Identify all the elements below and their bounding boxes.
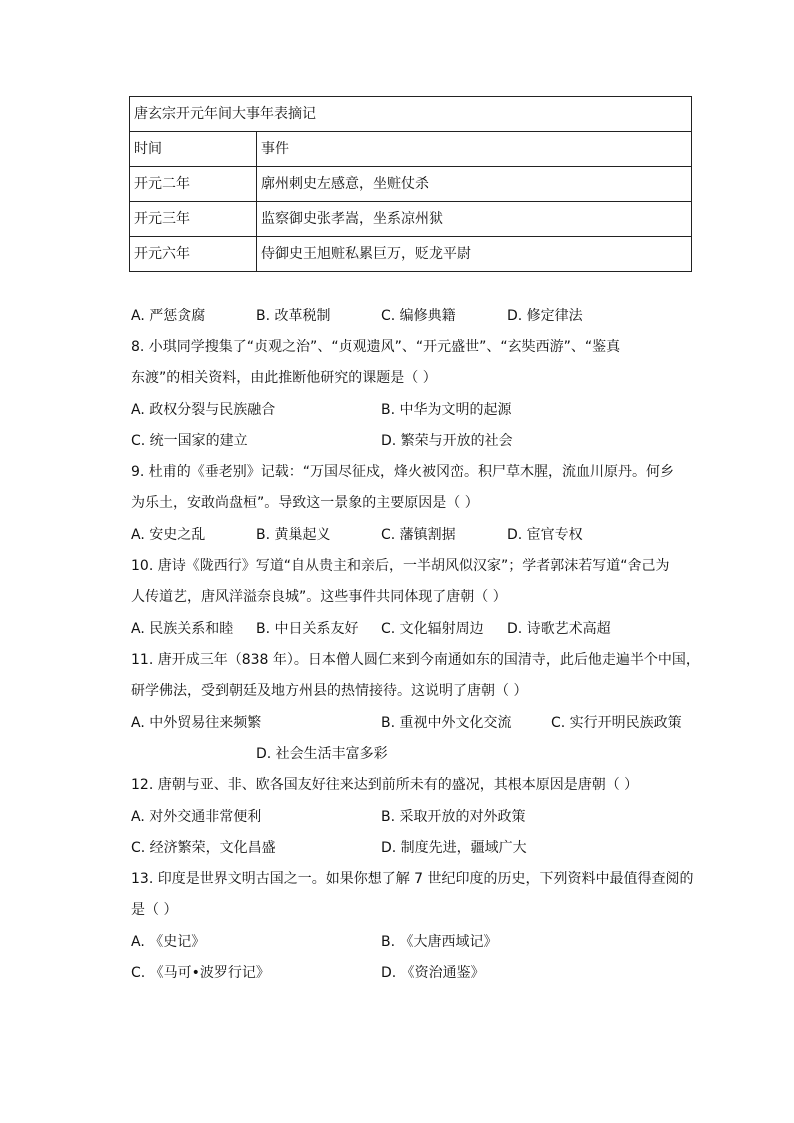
- q10-option-d[interactable]: D. 诗歌艺术高超: [507, 621, 611, 637]
- table-header-time: 时间: [130, 132, 257, 167]
- table-header-row: [130, 132, 692, 167]
- q9-option-c[interactable]: C. 藩镇割据: [381, 527, 456, 543]
- table-row: [130, 202, 692, 237]
- q9-option-d[interactable]: D. 宦官专权: [507, 527, 583, 543]
- q10-stem-line1: 10. 唐诗《陇西行》写道“自从贵主和亲后，一半胡风似汉家”；学者郭沫若写道“舍己为: [131, 558, 670, 574]
- q13-stem-line1: 13. 印度是世界文明古国之一。如果你想了解 7 世纪印度的历史，下列资料中最值得查阅的: [131, 871, 694, 887]
- q11-stem-line2: 研学佛法，受到朝廷及地方州县的热情接待。这说明了唐朝（ ）: [131, 683, 528, 699]
- q10-option-c[interactable]: C. 文化辐射周边: [381, 621, 484, 637]
- q7-option-a[interactable]: A. 严惩贪腐: [131, 308, 206, 324]
- q7-option-b[interactable]: B. 改革税制: [256, 308, 331, 324]
- q12-stem-line1: 12. 唐朝与亚、非、欧各国友好往来达到前所未有的盛况，其根本原因是唐朝（ ）: [131, 777, 639, 793]
- q8-option-b[interactable]: B. 中华为文明的起源: [381, 402, 512, 418]
- event-table: [129, 96, 692, 272]
- table-cell-time: 开元三年: [130, 202, 257, 237]
- table-title: 唐玄宗开元年间大事年表摘记: [130, 97, 692, 132]
- q10-stem-line2: 人传道艺，唐风洋溢奈良城”。这些事件共同体现了唐朝（ ）: [131, 589, 507, 605]
- q8-stem-line1: 8. 小琪同学搜集了“贞观之治”、“贞观遗风”、“开元盛世”、“玄奘西游”、“鉴真: [131, 339, 621, 355]
- q12-option-b[interactable]: B. 采取开放的对外政策: [381, 809, 526, 825]
- q13-option-a[interactable]: A. 《史记》: [131, 934, 206, 950]
- table-row: [130, 167, 692, 202]
- q10-option-b[interactable]: B. 中日关系友好: [256, 621, 359, 637]
- q12-option-c[interactable]: C. 经济繁荣，文化昌盛: [131, 840, 276, 856]
- q12-option-a[interactable]: A. 对外交通非常便利: [131, 809, 262, 825]
- q13-option-d[interactable]: D. 《资治通鉴》: [381, 965, 485, 981]
- q11-stem-line1: 11. 唐开成三年（838 年）。日本僧人圆仁来到今南通如东的国清寺，此后他走遍半个中国，: [131, 652, 700, 668]
- table-cell-event: 侍御史王旭赃私累巨万，贬龙平尉: [257, 237, 692, 272]
- table-cell-time: 开元六年: [130, 237, 257, 272]
- table-cell-event: 监察御史张孝嵩，坐系凉州狱: [257, 202, 692, 237]
- q9-option-b[interactable]: B. 黄巢起义: [256, 527, 331, 543]
- q11-option-b[interactable]: B. 重视中外文化交流: [381, 715, 512, 731]
- q7-option-d[interactable]: D. 修定律法: [507, 308, 583, 324]
- q7-option-c[interactable]: C. 编修典籍: [381, 308, 456, 324]
- q11-option-a[interactable]: A. 中外贸易往来频繁: [131, 715, 262, 731]
- table-row: [130, 237, 692, 272]
- q13-option-b[interactable]: B. 《大唐西域记》: [381, 934, 498, 950]
- q11-option-c[interactable]: C. 实行开明民族政策: [551, 715, 682, 731]
- q9-stem-line2: 为乐土，安敢尚盘桓”。导致这一景象的主要原因是（ ）: [131, 495, 479, 511]
- q9-option-a[interactable]: A. 安史之乱: [131, 527, 206, 543]
- q9-stem-line1: 9. 杜甫的《垂老别》记载：“万国尽征戍，烽火被冈峦。积尸草木腥，流血川原丹。何乡: [131, 464, 675, 480]
- table-cell-event: 廓州刺史左感意，坐赃仗杀: [257, 167, 692, 202]
- q10-option-a[interactable]: A. 民族关系和睦: [131, 621, 234, 637]
- table-cell-time: 开元二年: [130, 167, 257, 202]
- q8-option-c[interactable]: C. 统一国家的建立: [131, 433, 248, 449]
- q8-stem-line2: 东渡”的相关资料，由此推断他研究的课题是（ ）: [131, 370, 437, 386]
- q8-option-a[interactable]: A. 政权分裂与民族融合: [131, 402, 276, 418]
- q13-stem-line2: 是（ ）: [131, 902, 178, 918]
- q13-option-c[interactable]: C. 《马可•波罗行记》: [131, 965, 270, 981]
- table-header-event: 事件: [257, 132, 692, 167]
- q11-option-d[interactable]: D. 社会生活丰富多彩: [256, 746, 388, 762]
- q8-option-d[interactable]: D. 繁荣与开放的社会: [381, 433, 513, 449]
- table-title-row: [130, 97, 692, 132]
- q12-option-d[interactable]: D. 制度先进，疆域广大: [381, 840, 527, 856]
